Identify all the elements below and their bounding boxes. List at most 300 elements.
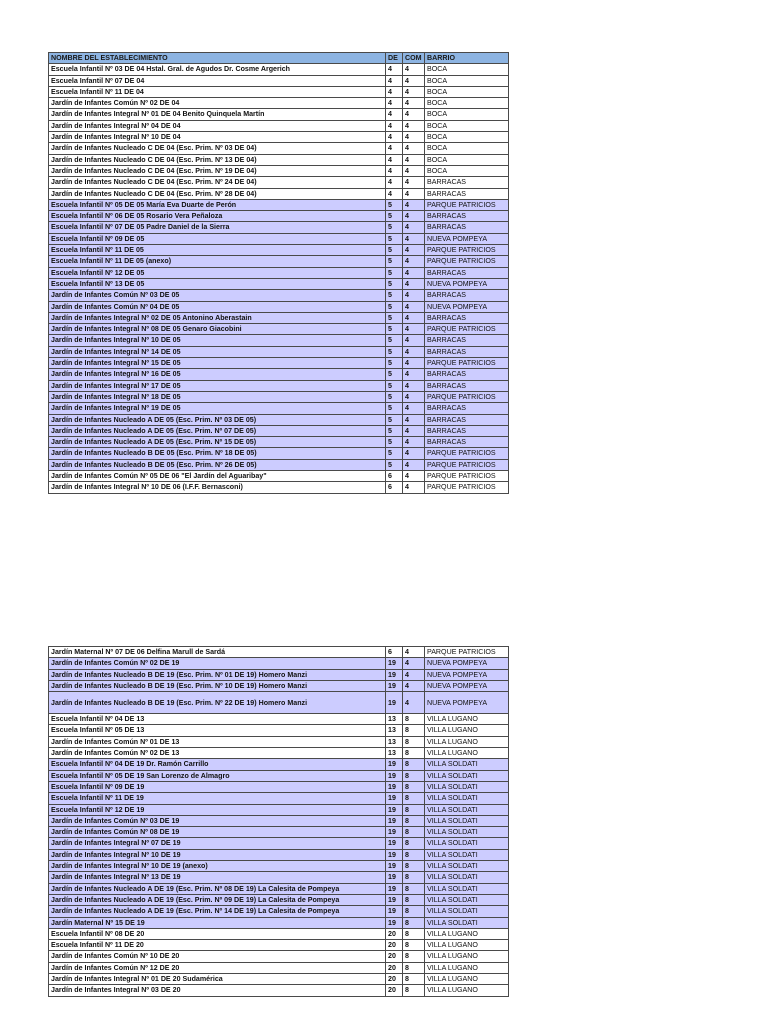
cell-de: 19	[386, 759, 403, 770]
table-row	[49, 714, 509, 725]
header-de: DE	[386, 53, 403, 64]
cell-nombre: Jardín de Infantes Integral Nº 08 DE 05 Genaro Giacobini	[49, 324, 386, 335]
cell-de: 20	[386, 951, 403, 962]
cell-barrio: BOCA	[425, 109, 509, 120]
table-row	[49, 278, 509, 289]
cell-com: 4	[403, 425, 425, 436]
cell-de: 4	[386, 75, 403, 86]
cell-nombre: Escuela Infantil Nº 11 DE 19	[49, 793, 386, 804]
schools-table-1	[48, 52, 509, 494]
cell-nombre: Escuela Infantil Nº 11 DE 20	[49, 940, 386, 951]
cell-nombre: Jardín de Infantes Nucleado B DE 19 (Esc. Prim. Nº 10 DE 19) Homero Manzi	[49, 680, 386, 691]
cell-com: 4	[403, 64, 425, 75]
cell-de: 5	[386, 211, 403, 222]
table-row	[49, 324, 509, 335]
cell-com: 8	[403, 928, 425, 939]
cell-com: 8	[403, 974, 425, 985]
cell-nombre: Jardín de Infantes Nucleado C DE 04 (Esc. Prim. Nº 13 DE 04)	[49, 154, 386, 165]
cell-nombre: Jardín de Infantes Común Nº 02 DE 13	[49, 748, 386, 759]
cell-nombre: Jardín de Infantes Común Nº 02 DE 19	[49, 658, 386, 669]
cell-com: 8	[403, 736, 425, 747]
cell-com: 4	[403, 669, 425, 680]
cell-nombre: Jardín de Infantes Común Nº 05 DE 06 "El Jardín del Aguaribay"	[49, 470, 386, 481]
table-row	[49, 267, 509, 278]
table-row	[49, 906, 509, 917]
cell-com: 4	[403, 290, 425, 301]
cell-barrio: VILLA LUGANO	[425, 736, 509, 747]
cell-de: 19	[386, 669, 403, 680]
table-row	[49, 669, 509, 680]
cell-de: 5	[386, 267, 403, 278]
cell-de: 19	[386, 827, 403, 838]
cell-barrio: VILLA SOLDATI	[425, 883, 509, 894]
cell-nombre: Jardín de Infantes Integral Nº 19 DE 05	[49, 403, 386, 414]
cell-barrio: BARRACAS	[425, 222, 509, 233]
cell-de: 6	[386, 647, 403, 658]
table-row	[49, 109, 509, 120]
cell-barrio: BOCA	[425, 120, 509, 131]
cell-nombre: Jardín Maternal Nº 07 DE 06 Delfina Marull de Sardá	[49, 647, 386, 658]
cell-de: 5	[386, 358, 403, 369]
cell-de: 19	[386, 917, 403, 928]
cell-com: 4	[403, 222, 425, 233]
cell-com: 4	[403, 233, 425, 244]
cell-nombre: Escuela Infantil Nº 05 DE 05 María Eva Duarte de Perón	[49, 199, 386, 210]
cell-de: 19	[386, 906, 403, 917]
cell-barrio: PARQUE PATRICIOS	[425, 245, 509, 256]
cell-com: 8	[403, 838, 425, 849]
cell-nombre: Jardín de Infantes Integral Nº 14 DE 05	[49, 346, 386, 357]
cell-barrio: VILLA SOLDATI	[425, 838, 509, 849]
cell-nombre: Jardín de Infantes Integral Nº 10 DE 19	[49, 849, 386, 860]
cell-barrio: BARRACAS	[425, 346, 509, 357]
table-row	[49, 928, 509, 939]
table-row	[49, 974, 509, 985]
table-row	[49, 770, 509, 781]
cell-barrio: NUEVA POMPEYA	[425, 301, 509, 312]
table-row	[49, 414, 509, 425]
cell-barrio: NUEVA POMPEYA	[425, 680, 509, 691]
cell-nombre: Escuela Infantil Nº 11 DE 04	[49, 86, 386, 97]
cell-de: 5	[386, 346, 403, 357]
table-row	[49, 222, 509, 233]
cell-nombre: Jardín de Infantes Común Nº 04 DE 05	[49, 301, 386, 312]
cell-com: 4	[403, 448, 425, 459]
cell-com: 4	[403, 154, 425, 165]
table-row	[49, 872, 509, 883]
cell-barrio: BOCA	[425, 165, 509, 176]
cell-com: 4	[403, 346, 425, 357]
cell-com: 4	[403, 245, 425, 256]
table-header-row	[49, 53, 509, 64]
cell-de: 6	[386, 482, 403, 493]
table-row	[49, 748, 509, 759]
cell-com: 8	[403, 725, 425, 736]
cell-de: 19	[386, 872, 403, 883]
cell-barrio: VILLA SOLDATI	[425, 894, 509, 905]
cell-com: 4	[403, 680, 425, 691]
table-row	[49, 883, 509, 894]
cell-com: 8	[403, 849, 425, 860]
cell-de: 19	[386, 815, 403, 826]
table-row	[49, 188, 509, 199]
cell-com: 8	[403, 759, 425, 770]
cell-barrio: VILLA LUGANO	[425, 962, 509, 973]
cell-de: 5	[386, 335, 403, 346]
cell-barrio: VILLA SOLDATI	[425, 781, 509, 792]
cell-barrio: PARQUE PATRICIOS	[425, 482, 509, 493]
cell-de: 5	[386, 369, 403, 380]
cell-de: 4	[386, 177, 403, 188]
table-row	[49, 482, 509, 493]
cell-com: 4	[403, 437, 425, 448]
cell-de: 19	[386, 781, 403, 792]
cell-com: 4	[403, 75, 425, 86]
cell-com: 4	[403, 267, 425, 278]
cell-nombre: Jardín de Infantes Integral Nº 04 DE 04	[49, 120, 386, 131]
table-row	[49, 165, 509, 176]
cell-barrio: PARQUE PATRICIOS	[425, 358, 509, 369]
table-row	[49, 815, 509, 826]
table-row	[49, 154, 509, 165]
cell-nombre: Escuela Infantil Nº 05 DE 19 San Lorenzo de Almagro	[49, 770, 386, 781]
table-row	[49, 256, 509, 267]
cell-de: 5	[386, 233, 403, 244]
cell-barrio: VILLA LUGANO	[425, 748, 509, 759]
cell-com: 4	[403, 165, 425, 176]
cell-barrio: VILLA SOLDATI	[425, 849, 509, 860]
cell-com: 8	[403, 861, 425, 872]
cell-nombre: Jardín de Infantes Nucleado A DE 05 (Esc. Prim. Nº 07 DE 05)	[49, 425, 386, 436]
cell-nombre: Jardín de Infantes Integral Nº 15 DE 05	[49, 358, 386, 369]
cell-nombre: Jardín Maternal Nº 15 DE 19	[49, 917, 386, 928]
cell-com: 4	[403, 324, 425, 335]
table-row	[49, 335, 509, 346]
cell-com: 4	[403, 647, 425, 658]
cell-barrio: VILLA SOLDATI	[425, 759, 509, 770]
cell-de: 19	[386, 861, 403, 872]
cell-barrio: VILLA LUGANO	[425, 985, 509, 996]
cell-barrio: VILLA SOLDATI	[425, 815, 509, 826]
cell-de: 5	[386, 391, 403, 402]
cell-nombre: Escuela Infantil Nº 06 DE 05 Rosario Vera Peñaloza	[49, 211, 386, 222]
cell-nombre: Jardín de Infantes Nucleado B DE 19 (Esc. Prim. Nº 22 DE 19) Homero Manzi	[49, 692, 386, 714]
cell-nombre: Escuela Infantil Nº 07 DE 04	[49, 75, 386, 86]
cell-com: 4	[403, 143, 425, 154]
cell-de: 4	[386, 143, 403, 154]
cell-barrio: BARRACAS	[425, 425, 509, 436]
cell-nombre: Jardín de Infantes Nucleado C DE 04 (Esc. Prim. Nº 28 DE 04)	[49, 188, 386, 199]
cell-de: 13	[386, 748, 403, 759]
cell-com: 4	[403, 109, 425, 120]
table-row	[49, 177, 509, 188]
cell-nombre: Jardín de Infantes Nucleado B DE 19 (Esc. Prim. Nº 01 DE 19) Homero Manzi	[49, 669, 386, 680]
cell-de: 6	[386, 470, 403, 481]
cell-barrio: BARRACAS	[425, 369, 509, 380]
cell-nombre: Escuela Infantil Nº 09 DE 19	[49, 781, 386, 792]
table-row	[49, 804, 509, 815]
cell-nombre: Jardín de Infantes Nucleado C DE 04 (Esc. Prim. Nº 24 DE 04)	[49, 177, 386, 188]
cell-com: 4	[403, 358, 425, 369]
cell-nombre: Jardín de Infantes Integral Nº 10 DE 19 (anexo)	[49, 861, 386, 872]
cell-barrio: VILLA SOLDATI	[425, 827, 509, 838]
cell-com: 4	[403, 403, 425, 414]
table-row	[49, 894, 509, 905]
cell-de: 4	[386, 132, 403, 143]
cell-com: 8	[403, 793, 425, 804]
table-row	[49, 369, 509, 380]
header-barrio: BARRIO	[425, 53, 509, 64]
cell-nombre: Jardín de Infantes Integral Nº 02 DE 05 Antonino Aberastain	[49, 312, 386, 323]
cell-de: 13	[386, 725, 403, 736]
table-row	[49, 120, 509, 131]
cell-com: 4	[403, 278, 425, 289]
cell-de: 19	[386, 692, 403, 714]
table-row	[49, 647, 509, 658]
cell-barrio: VILLA SOLDATI	[425, 861, 509, 872]
cell-nombre: Escuela Infantil Nº 04 DE 19 Dr. Ramón Carrillo	[49, 759, 386, 770]
cell-nombre: Escuela Infantil Nº 13 DE 05	[49, 278, 386, 289]
cell-com: 4	[403, 312, 425, 323]
cell-barrio: BOCA	[425, 64, 509, 75]
cell-de: 19	[386, 793, 403, 804]
cell-com: 8	[403, 804, 425, 815]
table-row	[49, 793, 509, 804]
cell-barrio: BARRACAS	[425, 211, 509, 222]
table-row	[49, 692, 509, 714]
cell-com: 4	[403, 199, 425, 210]
cell-nombre: Jardín de Infantes Integral Nº 01 DE 20 Sudamérica	[49, 974, 386, 985]
cell-barrio: BARRACAS	[425, 188, 509, 199]
table-row	[49, 312, 509, 323]
table-row	[49, 951, 509, 962]
table-row	[49, 143, 509, 154]
cell-de: 20	[386, 974, 403, 985]
table-row	[49, 358, 509, 369]
table-row	[49, 838, 509, 849]
cell-nombre: Escuela Infantil Nº 07 DE 05 Padre Daniel de la Sierra	[49, 222, 386, 233]
cell-com: 8	[403, 906, 425, 917]
cell-com: 8	[403, 940, 425, 951]
cell-de: 13	[386, 714, 403, 725]
cell-nombre: Jardín de Infantes Común Nº 10 DE 20	[49, 951, 386, 962]
table-row	[49, 781, 509, 792]
cell-barrio: BOCA	[425, 143, 509, 154]
cell-de: 5	[386, 459, 403, 470]
cell-barrio: BARRACAS	[425, 267, 509, 278]
table-row	[49, 211, 509, 222]
cell-de: 5	[386, 312, 403, 323]
cell-de: 5	[386, 380, 403, 391]
cell-barrio: PARQUE PATRICIOS	[425, 647, 509, 658]
cell-nombre: Jardín de Infantes Común Nº 01 DE 13	[49, 736, 386, 747]
table-row	[49, 658, 509, 669]
cell-barrio: BOCA	[425, 154, 509, 165]
cell-barrio: BARRACAS	[425, 380, 509, 391]
cell-com: 4	[403, 470, 425, 481]
cell-nombre: Escuela Infantil Nº 12 DE 19	[49, 804, 386, 815]
cell-nombre: Jardín de Infantes Integral Nº 18 DE 05	[49, 391, 386, 402]
cell-nombre: Jardín de Infantes Común Nº 03 DE 05	[49, 290, 386, 301]
cell-com: 4	[403, 335, 425, 346]
cell-com: 8	[403, 714, 425, 725]
cell-de: 5	[386, 425, 403, 436]
cell-nombre: Jardín de Infantes Integral Nº 16 DE 05	[49, 369, 386, 380]
cell-de: 5	[386, 278, 403, 289]
table-row	[49, 98, 509, 109]
cell-nombre: Escuela Infantil Nº 11 DE 05	[49, 245, 386, 256]
cell-de: 4	[386, 98, 403, 109]
cell-nombre: Jardín de Infantes Integral Nº 10 DE 04	[49, 132, 386, 143]
cell-de: 4	[386, 120, 403, 131]
table-row	[49, 680, 509, 691]
table-row	[49, 75, 509, 86]
cell-de: 19	[386, 804, 403, 815]
cell-barrio: NUEVA POMPEYA	[425, 233, 509, 244]
cell-de: 5	[386, 301, 403, 312]
table-row	[49, 86, 509, 97]
cell-com: 4	[403, 211, 425, 222]
cell-nombre: Jardín de Infantes Común Nº 02 DE 04	[49, 98, 386, 109]
cell-com: 8	[403, 748, 425, 759]
table-row	[49, 725, 509, 736]
cell-nombre: Escuela Infantil Nº 11 DE 05 (anexo)	[49, 256, 386, 267]
cell-barrio: BOCA	[425, 86, 509, 97]
cell-com: 4	[403, 301, 425, 312]
cell-de: 5	[386, 448, 403, 459]
cell-com: 4	[403, 86, 425, 97]
cell-nombre: Jardín de Infantes Integral Nº 10 DE 06 (I.F.F. Bernasconi)	[49, 482, 386, 493]
cell-com: 4	[403, 132, 425, 143]
cell-barrio: BARRACAS	[425, 177, 509, 188]
cell-de: 5	[386, 324, 403, 335]
cell-barrio: BOCA	[425, 132, 509, 143]
table-row	[49, 940, 509, 951]
cell-barrio: VILLA LUGANO	[425, 951, 509, 962]
table-row	[49, 301, 509, 312]
cell-de: 5	[386, 290, 403, 301]
cell-nombre: Jardín de Infantes Integral Nº 17 DE 05	[49, 380, 386, 391]
header-nombre: NOMBRE DEL ESTABLECIMIENTO	[49, 53, 386, 64]
table-row	[49, 448, 509, 459]
table-row	[49, 346, 509, 357]
cell-nombre: Jardín de Infantes Común Nº 03 DE 19	[49, 815, 386, 826]
cell-de: 4	[386, 188, 403, 199]
header-com: COM	[403, 53, 425, 64]
cell-com: 8	[403, 985, 425, 996]
cell-com: 4	[403, 459, 425, 470]
table-row	[49, 290, 509, 301]
cell-de: 4	[386, 86, 403, 97]
cell-barrio: BARRACAS	[425, 290, 509, 301]
cell-com: 4	[403, 692, 425, 714]
cell-com: 8	[403, 815, 425, 826]
cell-barrio: VILLA LUGANO	[425, 940, 509, 951]
cell-barrio: NUEVA POMPEYA	[425, 658, 509, 669]
cell-de: 19	[386, 838, 403, 849]
table-row	[49, 132, 509, 143]
cell-com: 8	[403, 872, 425, 883]
cell-com: 4	[403, 658, 425, 669]
table-row	[49, 380, 509, 391]
table-row	[49, 233, 509, 244]
cell-com: 4	[403, 98, 425, 109]
cell-com: 4	[403, 482, 425, 493]
table-row	[49, 861, 509, 872]
table-row	[49, 985, 509, 996]
cell-barrio: PARQUE PATRICIOS	[425, 199, 509, 210]
cell-de: 19	[386, 680, 403, 691]
cell-de: 20	[386, 962, 403, 973]
cell-com: 4	[403, 391, 425, 402]
cell-barrio: VILLA SOLDATI	[425, 906, 509, 917]
cell-de: 5	[386, 256, 403, 267]
cell-barrio: BARRACAS	[425, 335, 509, 346]
table-row	[49, 827, 509, 838]
cell-nombre: Jardín de Infantes Integral Nº 01 DE 04 Benito Quinquela Martín	[49, 109, 386, 120]
cell-nombre: Jardín de Infantes Común Nº 08 DE 19	[49, 827, 386, 838]
cell-de: 5	[386, 437, 403, 448]
cell-nombre: Jardín de Infantes Nucleado A DE 19 (Esc. Prim. Nº 08 DE 19) La Calesita de Pompeya	[49, 883, 386, 894]
cell-barrio: VILLA LUGANO	[425, 714, 509, 725]
cell-barrio: BARRACAS	[425, 312, 509, 323]
cell-de: 5	[386, 403, 403, 414]
cell-nombre: Jardín de Infantes Nucleado B DE 05 (Esc. Prim. Nº 26 DE 05)	[49, 459, 386, 470]
table-row	[49, 962, 509, 973]
cell-nombre: Escuela Infantil Nº 09 DE 05	[49, 233, 386, 244]
cell-barrio: BARRACAS	[425, 414, 509, 425]
table-row	[49, 917, 509, 928]
cell-barrio: NUEVA POMPEYA	[425, 692, 509, 714]
cell-nombre: Jardín de Infantes Integral Nº 07 DE 19	[49, 838, 386, 849]
table-row	[49, 849, 509, 860]
cell-nombre: Jardín de Infantes Integral Nº 10 DE 05	[49, 335, 386, 346]
cell-nombre: Escuela Infantil Nº 08 DE 20	[49, 928, 386, 939]
cell-barrio: NUEVA POMPEYA	[425, 278, 509, 289]
cell-barrio: VILLA SOLDATI	[425, 804, 509, 815]
table-row	[49, 459, 509, 470]
cell-com: 8	[403, 894, 425, 905]
cell-com: 8	[403, 781, 425, 792]
cell-com: 4	[403, 256, 425, 267]
cell-barrio: VILLA LUGANO	[425, 928, 509, 939]
cell-barrio: PARQUE PATRICIOS	[425, 391, 509, 402]
cell-barrio: BARRACAS	[425, 437, 509, 448]
cell-de: 19	[386, 770, 403, 781]
cell-barrio: PARQUE PATRICIOS	[425, 470, 509, 481]
cell-com: 4	[403, 188, 425, 199]
cell-barrio: PARQUE PATRICIOS	[425, 448, 509, 459]
cell-de: 20	[386, 940, 403, 951]
cell-barrio: VILLA SOLDATI	[425, 917, 509, 928]
cell-de: 5	[386, 245, 403, 256]
cell-barrio: PARQUE PATRICIOS	[425, 459, 509, 470]
cell-nombre: Escuela Infantil Nº 04 DE 13	[49, 714, 386, 725]
cell-de: 5	[386, 222, 403, 233]
schools-table-2	[48, 646, 509, 997]
cell-nombre: Jardín de Infantes Integral Nº 13 DE 19	[49, 872, 386, 883]
cell-de: 19	[386, 658, 403, 669]
cell-nombre: Escuela Infantil Nº 05 DE 13	[49, 725, 386, 736]
cell-nombre: Jardín de Infantes Nucleado A DE 19 (Esc. Prim. Nº 09 DE 19) La Calesita de Pompeya	[49, 894, 386, 905]
cell-nombre: Jardín de Infantes Integral Nº 03 DE 20	[49, 985, 386, 996]
cell-nombre: Jardín de Infantes Nucleado A DE 19 (Esc. Prim. Nº 14 DE 19) La Calesita de Pompeya	[49, 906, 386, 917]
cell-com: 8	[403, 917, 425, 928]
cell-de: 4	[386, 165, 403, 176]
cell-com: 4	[403, 380, 425, 391]
cell-de: 4	[386, 64, 403, 75]
cell-de: 19	[386, 849, 403, 860]
